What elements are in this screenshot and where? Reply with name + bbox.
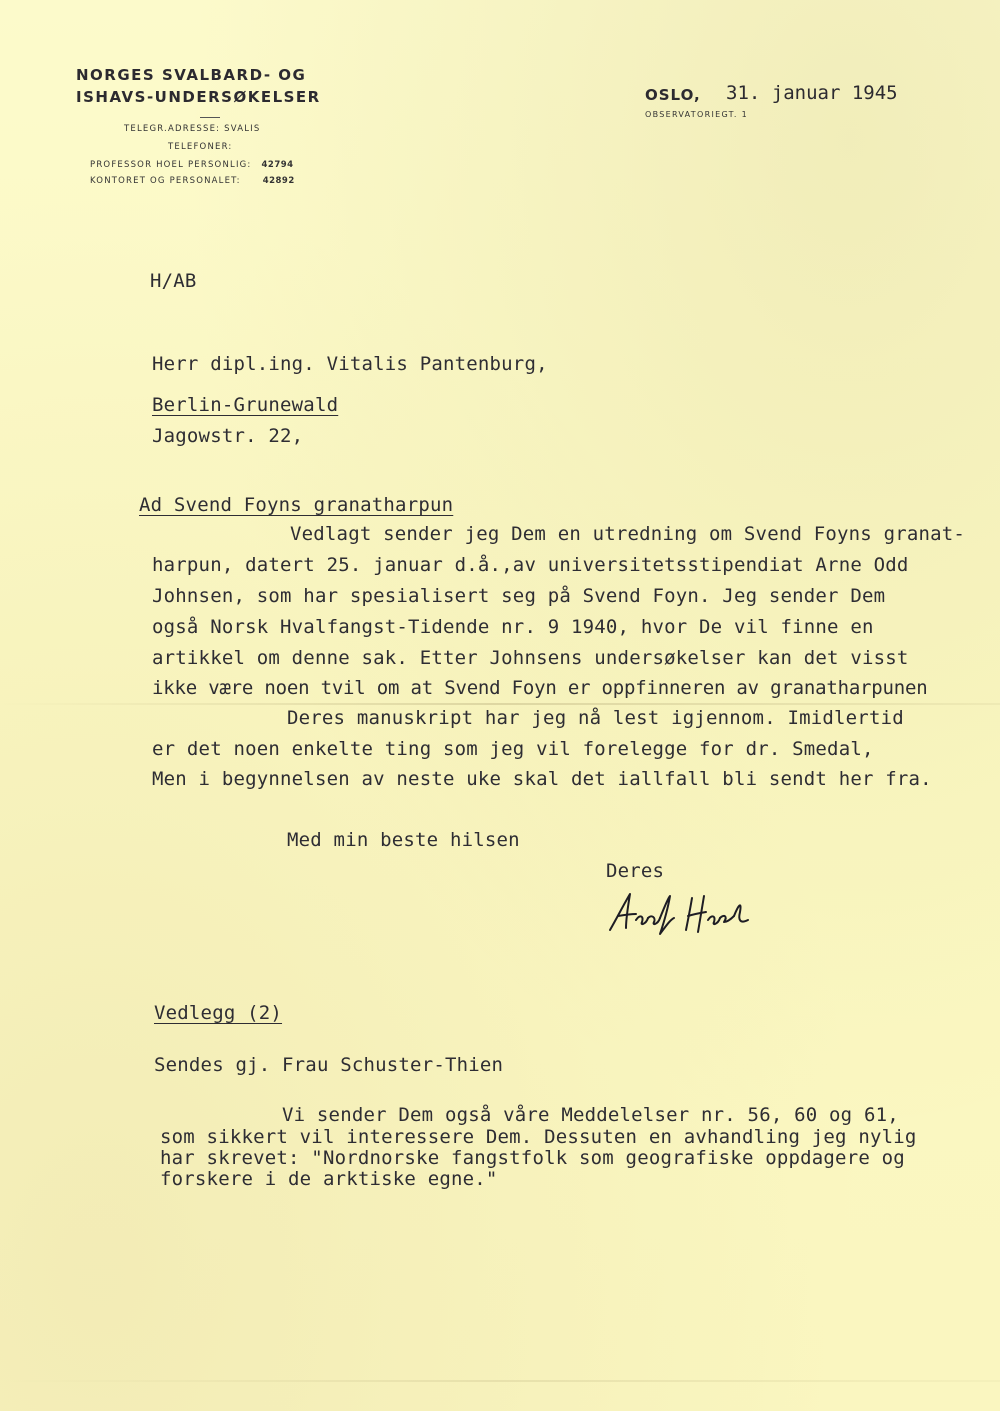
telegram-address: TELEGR.ADRESSE: SVALIS bbox=[124, 124, 261, 134]
letterhead-divider bbox=[200, 117, 220, 118]
postscript-line: forskere i de arktiske egne." bbox=[160, 1168, 498, 1190]
reference-code: H/AB bbox=[150, 270, 197, 292]
enclosure-note: Vedlegg (2) bbox=[154, 1002, 283, 1024]
street-address: OBSERVATORIEGT. 1 bbox=[645, 110, 748, 119]
phone-office-number: 42892 bbox=[262, 176, 295, 186]
body-line: er det noen enkelte ting som jeg vil forelegge for dr. Smedal, bbox=[152, 738, 874, 760]
sent-via-note: Sendes gj. Frau Schuster-Thien bbox=[154, 1054, 504, 1076]
recipient-name: Herr dipl.ing. Vitalis Pantenburg, bbox=[152, 353, 548, 375]
signature bbox=[604, 886, 754, 946]
closing-greeting: Med min beste hilsen bbox=[287, 829, 520, 851]
subject-line: Ad Svend Foyns granatharpun bbox=[139, 494, 454, 516]
body-line: Men i begynnelsen av neste uke skal det iallfall bli sendt her fra. bbox=[152, 768, 932, 790]
phone-professor-label: PROFESSOR HOEL PERSONLIG: bbox=[90, 160, 252, 170]
recipient-city: Berlin-Grunewald bbox=[152, 394, 339, 416]
body-line: artikkel om denne sak. Etter Johnsens undersøkelser kan det visst bbox=[152, 647, 909, 669]
closing-deres: Deres bbox=[606, 860, 665, 882]
phone-office-label: KONTORET OG PERSONALET: bbox=[90, 176, 241, 186]
letter-date: 31. januar 1945 bbox=[726, 82, 898, 104]
body-line: Deres manuskript har jeg nå lest igjennom. Imidlertid bbox=[287, 707, 904, 729]
postscript-line: som sikkert vil interessere Dem. Dessuten en avhandling jeg nylig bbox=[160, 1126, 917, 1148]
body-line: harpun, datert 25. januar d.å.,av universitetsstipendiat Arne Odd bbox=[152, 554, 909, 576]
postscript-line: har skrevet: "Nordnorske fangstfolk som geografiske oppdagere og bbox=[160, 1147, 905, 1169]
organization-name bbox=[76, 64, 321, 108]
body-line: også Norsk Hvalfangst-Tidende nr. 9 1940, hvor De vil finne en bbox=[152, 616, 874, 638]
postscript-line: Vi sender Dem også våre Meddelelser nr. 56, 60 og 61, bbox=[282, 1104, 899, 1126]
body-line: ikke være noen tvil om at Svend Foyn er oppfinneren av granatharpunen bbox=[152, 677, 928, 699]
phone-professor bbox=[90, 160, 294, 170]
phone-professor-number: 42794 bbox=[261, 160, 294, 170]
body-line: Johnsen, som har spesialisert seg på Svend Foyn. Jeg sender Dem bbox=[152, 585, 886, 607]
paper-fold-line bbox=[0, 1380, 1000, 1382]
phone-office bbox=[90, 176, 295, 186]
city-label: OSLO, bbox=[645, 86, 701, 104]
body-line: Vedlagt sender jeg Dem en utredning om Svend Foyns granat- bbox=[290, 523, 966, 545]
organization-line-1: NORGES SVALBARD- OG bbox=[76, 66, 307, 84]
recipient-street: Jagowstr. 22, bbox=[152, 425, 304, 447]
paper-fold-line bbox=[0, 703, 1000, 705]
organization-line-2: ISHAVS-UNDERSØKELSER bbox=[76, 88, 321, 106]
phones-label: TELEFONER: bbox=[168, 142, 233, 152]
